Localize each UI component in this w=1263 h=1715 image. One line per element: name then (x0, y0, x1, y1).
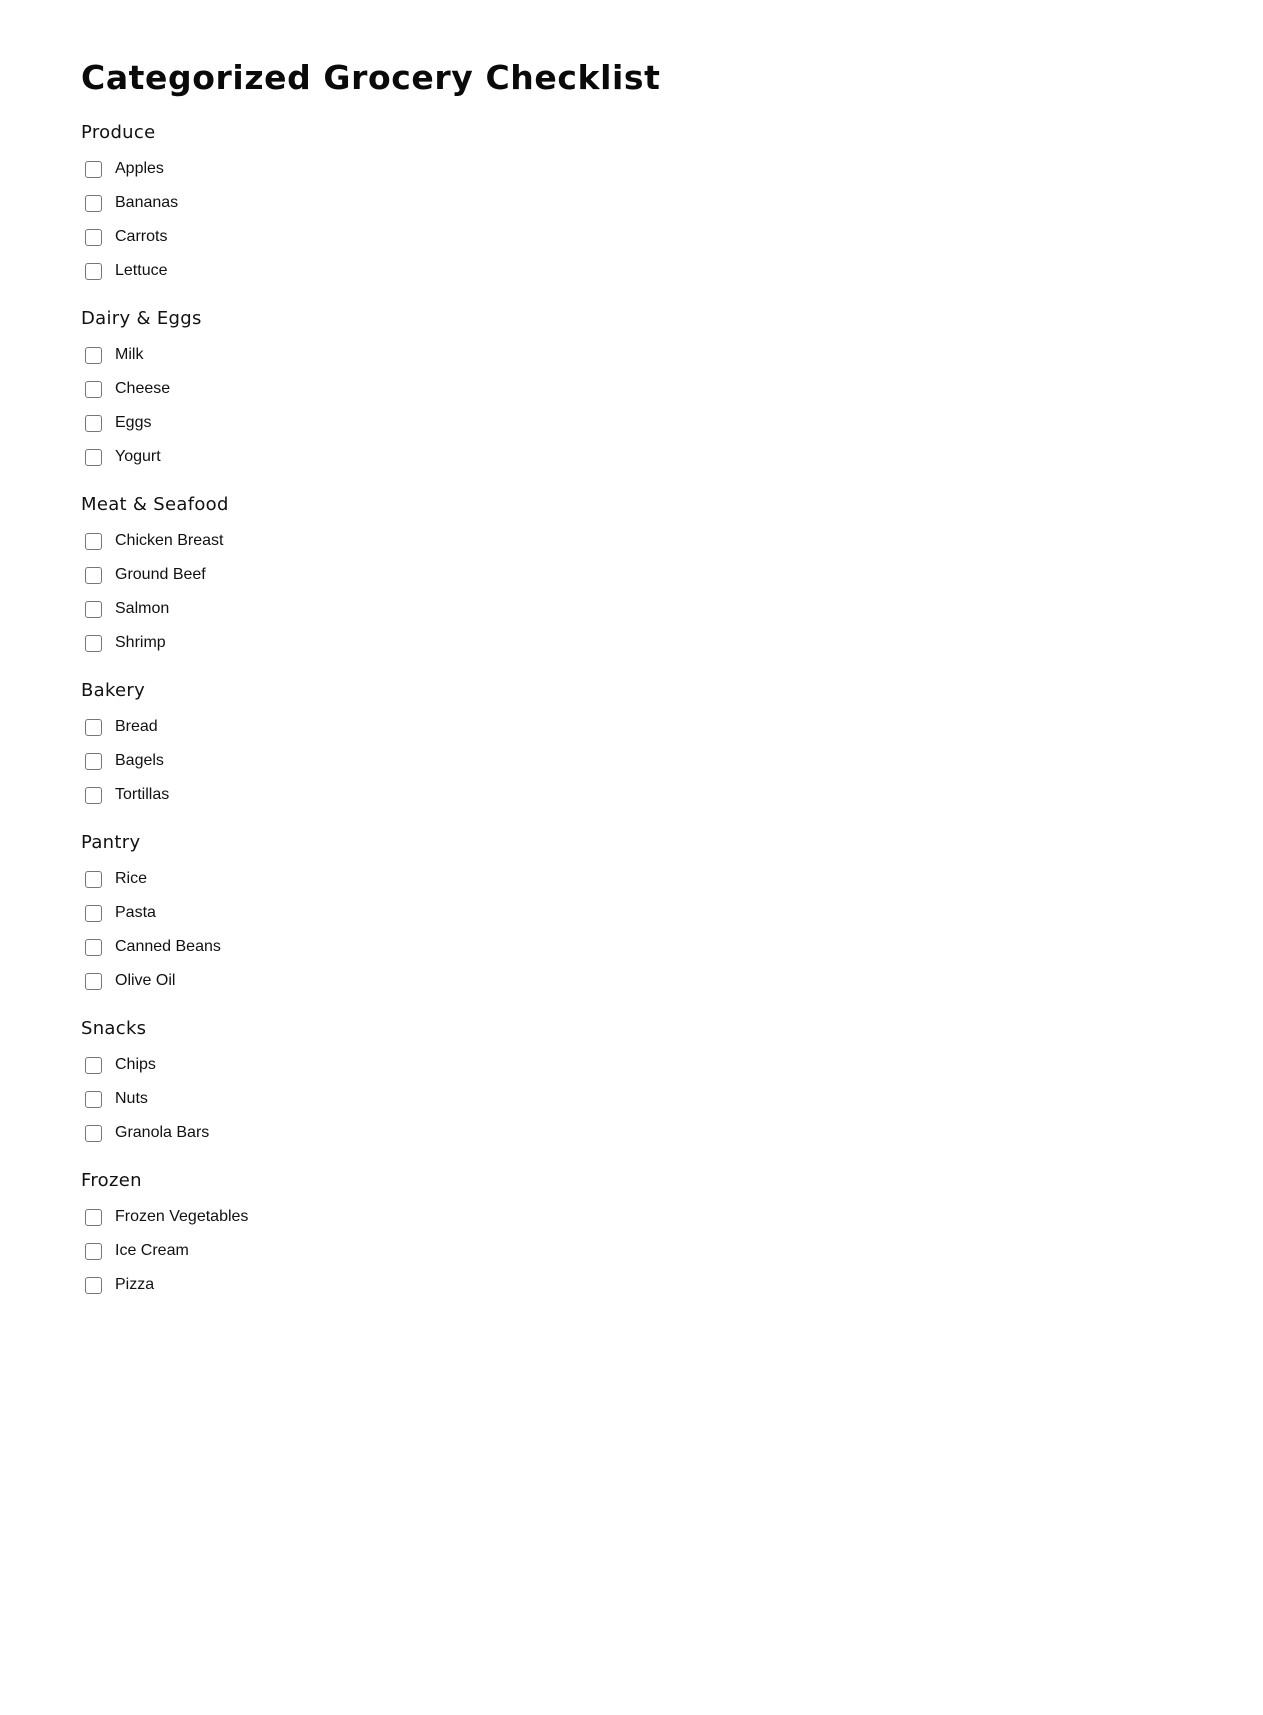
item-checkbox[interactable] (85, 1057, 102, 1074)
item-label: Chicken Breast (115, 532, 224, 549)
item-label: Pasta (115, 904, 156, 921)
checklist-item[interactable] (81, 1234, 1181, 1268)
checklist-item[interactable] (81, 1268, 1181, 1301)
checklist-item[interactable] (81, 524, 1181, 558)
item-label: Olive Oil (115, 972, 176, 989)
checklist-item[interactable] (81, 896, 1181, 930)
item-checkbox[interactable] (85, 973, 102, 990)
item-label: Ground Beef (115, 566, 206, 583)
item-label: Cheese (115, 380, 171, 397)
category-title: Snacks (81, 1018, 147, 1039)
item-checkbox[interactable] (85, 1243, 102, 1260)
item-checkbox[interactable] (85, 229, 102, 246)
category-section (81, 830, 1181, 998)
checklist-item[interactable] (81, 440, 1181, 474)
category-section (81, 306, 1181, 474)
item-checkbox[interactable] (85, 1125, 102, 1142)
checklist-item[interactable] (81, 744, 1181, 778)
item-checkbox[interactable] (85, 939, 102, 956)
category-list (81, 120, 1181, 1301)
item-label: Bagels (115, 752, 164, 769)
checklist-item[interactable] (81, 778, 1181, 812)
checklist-item[interactable] (81, 558, 1181, 592)
checklist-item[interactable] (81, 964, 1181, 998)
checklist-item[interactable] (81, 186, 1181, 220)
category-section (81, 1168, 1181, 1301)
item-label: Chips (115, 1056, 156, 1073)
item-checkbox[interactable] (85, 161, 102, 178)
item-checkbox[interactable] (85, 1209, 102, 1226)
checklist-item[interactable] (81, 862, 1181, 896)
item-checkbox[interactable] (85, 263, 102, 280)
item-checkbox[interactable] (85, 601, 102, 618)
category-title: Bakery (81, 680, 146, 701)
item-label: Canned Beans (115, 938, 221, 955)
item-checkbox[interactable] (85, 533, 102, 550)
checklist-item[interactable] (81, 592, 1181, 626)
item-label: Tortillas (115, 786, 170, 803)
page-title: Categorized Grocery Checklist (81, 58, 661, 97)
checklist-item[interactable] (81, 372, 1181, 406)
item-checkbox[interactable] (85, 195, 102, 212)
item-checkbox[interactable] (85, 449, 102, 466)
item-label: Granola Bars (115, 1124, 210, 1141)
checklist-item[interactable] (81, 1082, 1181, 1116)
checklist-item[interactable] (81, 626, 1181, 660)
item-checkbox[interactable] (85, 381, 102, 398)
checklist-item[interactable] (81, 338, 1181, 372)
checklist-item[interactable] (81, 254, 1181, 288)
item-checkbox[interactable] (85, 719, 102, 736)
item-label: Bread (115, 718, 158, 735)
item-label: Salmon (115, 600, 170, 617)
category-title: Pantry (81, 832, 141, 853)
checklist-item[interactable] (81, 930, 1181, 964)
item-checkbox[interactable] (85, 347, 102, 364)
item-label: Nuts (115, 1090, 148, 1107)
category-title: Dairy & Eggs (81, 308, 202, 329)
checklist-item[interactable] (81, 1116, 1181, 1150)
item-checkbox[interactable] (85, 1277, 102, 1294)
checklist-item[interactable] (81, 710, 1181, 744)
checklist-page (81, 56, 1181, 1301)
item-label: Carrots (115, 228, 168, 245)
item-checkbox[interactable] (85, 567, 102, 584)
category-section (81, 120, 1181, 288)
category-title: Frozen (81, 1170, 142, 1191)
item-label: Rice (115, 870, 148, 887)
item-label: Bananas (115, 194, 179, 211)
item-label: Eggs (115, 414, 152, 431)
item-label: Apples (115, 160, 164, 177)
item-checkbox[interactable] (85, 1091, 102, 1108)
category-section (81, 1016, 1181, 1150)
checklist-item[interactable] (81, 152, 1181, 186)
item-checkbox[interactable] (85, 871, 102, 888)
item-label: Pizza (115, 1276, 155, 1293)
checklist-item[interactable] (81, 1048, 1181, 1082)
item-checkbox[interactable] (85, 753, 102, 770)
category-title: Meat & Seafood (81, 494, 229, 515)
item-label: Ice Cream (115, 1242, 189, 1259)
checklist-item[interactable] (81, 406, 1181, 440)
category-section (81, 492, 1181, 660)
item-checkbox[interactable] (85, 905, 102, 922)
checklist-item[interactable] (81, 220, 1181, 254)
item-label: Yogurt (115, 448, 161, 465)
checklist-item[interactable] (81, 1200, 1181, 1234)
item-checkbox[interactable] (85, 635, 102, 652)
item-label: Milk (115, 346, 144, 363)
item-label: Lettuce (115, 262, 168, 279)
item-label: Frozen Vegetables (115, 1208, 249, 1225)
item-checkbox[interactable] (85, 787, 102, 804)
item-label: Shrimp (115, 634, 166, 651)
category-title: Produce (81, 122, 156, 143)
category-section (81, 678, 1181, 812)
item-checkbox[interactable] (85, 415, 102, 432)
